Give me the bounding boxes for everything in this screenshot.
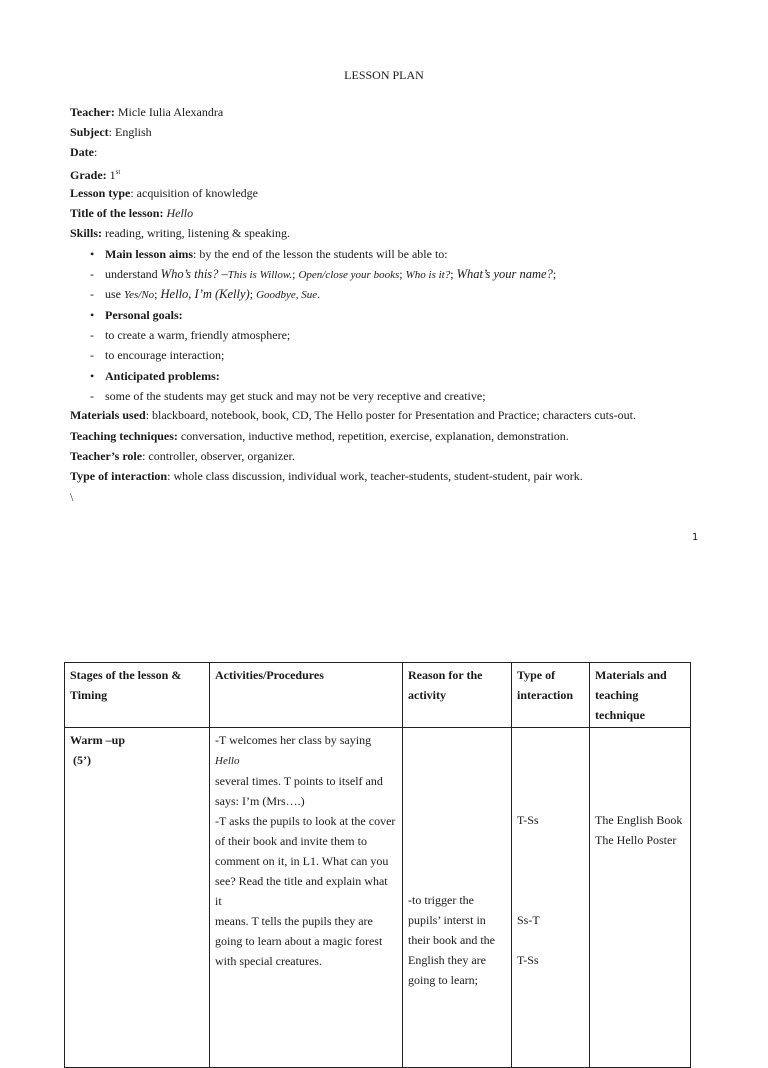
anticipated-problems-label: Anticipated problems: xyxy=(105,369,220,383)
table-row xyxy=(65,728,691,1068)
separator: . xyxy=(317,287,321,301)
interaction-value: T-Ss xyxy=(517,953,539,967)
teacher-value: Micle Iulia Alexandra xyxy=(117,105,224,119)
understand-prefix: understand xyxy=(105,267,158,281)
stage-cell xyxy=(65,728,210,1068)
materials-line xyxy=(70,406,636,424)
understand-phrase: What’s your name? xyxy=(456,267,553,281)
subject-line xyxy=(70,123,152,141)
interaction-cell xyxy=(512,728,590,1068)
activity-line: see? Read the title and explain what it xyxy=(215,874,388,908)
materials-cell xyxy=(590,728,691,1068)
header-text: Reason for the xyxy=(408,668,483,682)
main-aims-line xyxy=(105,245,448,263)
main-aims-text: : by the end of the lesson the students will be able to: xyxy=(193,247,448,261)
skills-label: Skills: xyxy=(70,226,103,240)
date-value: : xyxy=(94,145,98,159)
header-text: Type of xyxy=(517,668,556,682)
lesson-title-label: Title of the lesson: xyxy=(70,206,164,220)
teacher-line xyxy=(70,103,223,121)
activity-line: with special creatures. xyxy=(215,954,322,968)
dash-marker: - xyxy=(90,389,94,403)
activity-line: of their book and invite them to xyxy=(215,834,367,848)
header-text: Timing xyxy=(70,688,108,702)
dash-marker: - xyxy=(90,267,94,281)
activity-line: -T asks the pupils to look at the cover xyxy=(215,814,396,828)
activity-line: says: I’m (Mrs….) xyxy=(215,794,305,808)
header-text: technique xyxy=(595,708,646,722)
activity-line xyxy=(215,730,397,771)
dash-marker: - xyxy=(90,348,94,362)
dash-marker: - xyxy=(90,328,94,342)
separator: ; xyxy=(249,287,254,301)
materials-value: : blackboard, notebook, book, CD, The Hello poster for Presentation and Practice; characters cuts-out. xyxy=(145,408,636,422)
grade-line xyxy=(70,163,120,181)
use-phrase: Yes/No xyxy=(124,289,155,301)
material-item: The Hello Poster xyxy=(595,833,677,847)
grade-label: Grade: xyxy=(70,168,107,182)
techniques-line xyxy=(70,427,569,445)
use-phrase: Goodbye, Sue xyxy=(256,289,318,301)
teacher-label: Teacher: xyxy=(70,105,115,119)
header-text: activity xyxy=(408,688,446,702)
understand-phrase: Who is it? xyxy=(405,269,451,281)
activity-line: means. T tells the pupils they are xyxy=(215,914,373,928)
activity-text: -T welcomes her class by saying xyxy=(215,733,372,747)
lesson-plan-table xyxy=(64,662,691,1068)
main-aims-label: Main lesson aims xyxy=(105,247,194,261)
header-text: Activities/Procedures xyxy=(215,668,324,682)
separator: ; xyxy=(450,267,454,281)
subject-value: : English xyxy=(108,125,152,139)
interaction-line xyxy=(70,467,583,485)
use-line xyxy=(105,285,320,303)
stray-backslash: \ xyxy=(70,490,74,504)
lesson-type-line xyxy=(70,184,258,202)
understand-line xyxy=(105,265,556,283)
bullet-icon: • xyxy=(90,247,95,261)
interaction-value: Ss-T xyxy=(517,913,540,927)
bullet-icon: • xyxy=(90,308,95,322)
role-value: : controller, observer, organizer. xyxy=(142,449,295,463)
lesson-title-value: Hello xyxy=(166,206,194,220)
use-phrase: Hello, I’m (Kelly) xyxy=(160,287,250,301)
header-cell-interaction xyxy=(512,663,590,728)
stage-timing: (5’) xyxy=(70,753,91,767)
header-cell-activities xyxy=(210,663,403,728)
personal-goal-item: to encourage interaction; xyxy=(105,348,225,362)
material-item: The English Book xyxy=(595,813,683,827)
page-title: LESSON PLAN xyxy=(344,68,424,82)
grade-suffix: st xyxy=(115,168,121,176)
lesson-type-value: : acquisition of knowledge xyxy=(130,186,258,200)
header-cell-materials xyxy=(590,663,691,728)
separator: ; xyxy=(399,267,403,281)
reason-line: -to trigger the xyxy=(408,893,474,907)
separator: ; xyxy=(552,267,557,281)
stage-name: Warm –up xyxy=(70,733,126,747)
understand-phrase: Open/close your books xyxy=(298,269,400,281)
personal-goal-item: to create a warm, friendly atmosphere; xyxy=(105,328,291,342)
date-label: Date xyxy=(70,145,94,159)
materials-label: Materials used xyxy=(70,408,146,422)
grade-value: 1 xyxy=(109,168,116,182)
techniques-value: conversation, inductive method, repetition, exercise, explanation, demonstration. xyxy=(180,429,569,443)
subject-label: Subject xyxy=(70,125,109,139)
use-prefix: use xyxy=(105,287,121,301)
skills-value: reading, writing, listening & speaking. xyxy=(105,226,290,240)
header-cell-reason xyxy=(403,663,512,728)
personal-goals-label: Personal goals: xyxy=(105,308,183,322)
interaction-value: T-Ss xyxy=(517,813,539,827)
anticipated-problem-item: some of the students may get stuck and may not be very receptive and creative; xyxy=(105,389,486,403)
understand-phrase: This is Willow. xyxy=(227,269,293,281)
interaction-label: Type of interaction xyxy=(70,469,168,483)
activities-cell xyxy=(210,728,403,1068)
role-line xyxy=(70,447,295,465)
activity-line: comment on it, in L1. What can you xyxy=(215,854,389,868)
skills-line xyxy=(70,224,290,242)
reason-line: pupils’ interst in xyxy=(408,913,486,927)
table-header-row xyxy=(65,663,691,728)
activity-line: several times. T points to itself and xyxy=(215,774,383,788)
separator: ; xyxy=(292,267,296,281)
bullet-icon: • xyxy=(90,369,95,383)
header-cell-stages xyxy=(65,663,210,728)
lesson-type-label: Lesson type xyxy=(70,186,131,200)
techniques-label: Teaching techniques: xyxy=(70,429,178,443)
interaction-value: : whole class discussion, individual work, teacher-students, student-student, pair work. xyxy=(167,469,583,483)
reason-line: going to learn; xyxy=(408,973,478,987)
date-line xyxy=(70,143,97,161)
role-label: Teacher’s role xyxy=(70,449,143,463)
header-text: teaching xyxy=(595,688,639,702)
page-number: 1 xyxy=(692,532,699,543)
activity-line: going to learn about a magic forest xyxy=(215,934,383,948)
header-text: Stages of the lesson & xyxy=(70,668,182,682)
reason-line: their book and the xyxy=(408,933,495,947)
reason-cell xyxy=(403,728,512,1068)
dash-marker: - xyxy=(90,287,94,301)
activity-text: Hello xyxy=(215,755,240,767)
reason-line: English they are xyxy=(408,953,486,967)
lesson-title-line xyxy=(70,204,193,222)
understand-phrase: Who’s this? – xyxy=(160,267,228,281)
header-text: Materials and xyxy=(595,668,667,682)
header-text: interaction xyxy=(517,688,573,702)
separator: ; xyxy=(154,287,158,301)
